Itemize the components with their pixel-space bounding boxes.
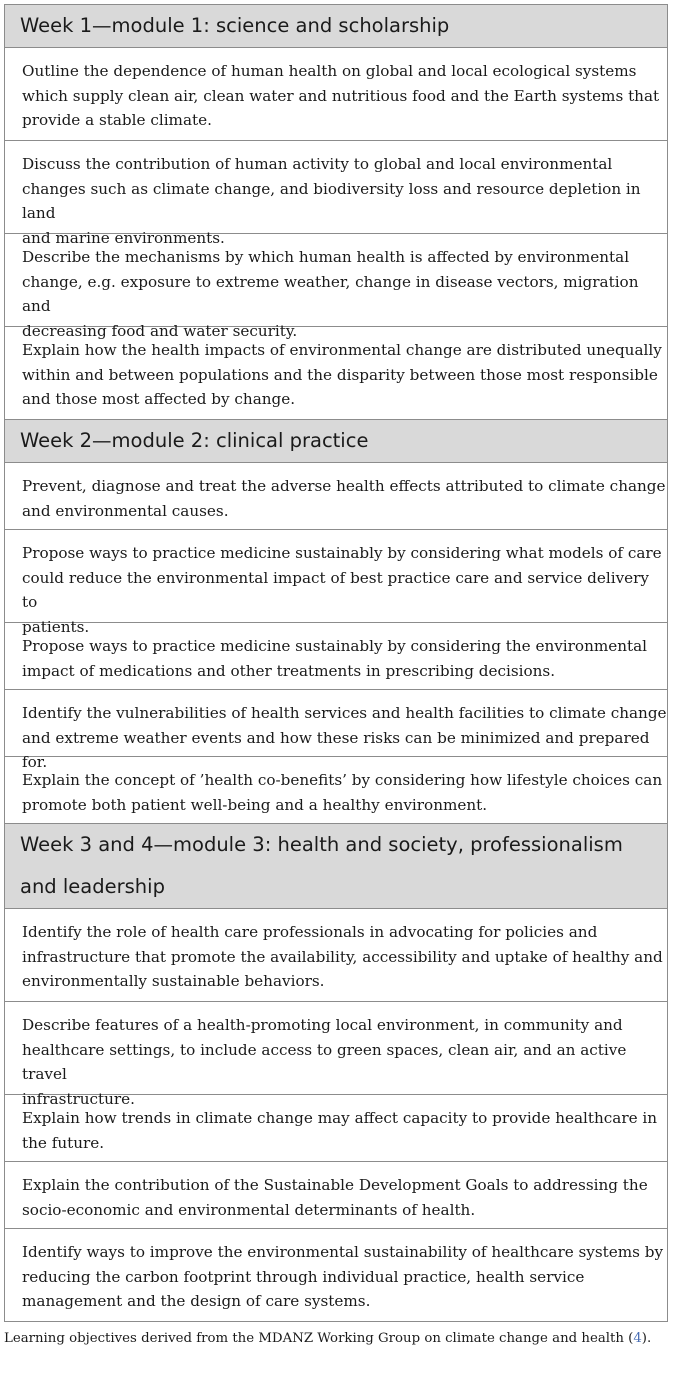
- objective-row: Discuss the contribution of human activity to global and local environmental changes such as climate change, and biodiversity loss and resource depletion in land and marine environments.: [5, 141, 667, 234]
- objective-row: Explain the contribution of the Sustainable Development Goals to addressing the socio-economic and environmental determinants of health.: [5, 1162, 667, 1229]
- objective-row: Explain the concept of ’health co-benefits’ by considering how lifestyle choices can promote both patient well-being and a healthy environment.: [5, 757, 667, 824]
- table-caption: [4, 1328, 668, 1350]
- section-title: Week 2—module 2: clinical practice: [20, 429, 369, 452]
- section-header-week-1: [5, 5, 667, 48]
- caption-text: Learning objectives derived from the MDANZ Working Group on climate change and health (: [4, 1331, 634, 1346]
- section-header-week-3-4: [5, 824, 667, 909]
- objective-row: Propose ways to practice medicine sustainably by considering the environmental impact of medications and other treatments in prescribing decisions.: [5, 623, 667, 690]
- learning-objectives-table: [4, 4, 668, 1322]
- reference-link[interactable]: 4: [633, 1331, 642, 1346]
- objective-row: Identify the role of health care professionals in advocating for policies and infrastructure that promote the availability, accessibility and uptake of healthy and environmentally sustainable behaviors.: [5, 909, 667, 1002]
- objective-row: Explain how the health impacts of environmental change are distributed unequally within and between populations and the disparity between those most responsible and those most affected by change.: [5, 327, 667, 420]
- objective-row: Explain how trends in climate change may affect capacity to provide healthcare in the future.: [5, 1095, 667, 1162]
- objective-row: Identify the vulnerabilities of health services and health facilities to climate change and extreme weather events and how these risks can be minimized and prepared for.: [5, 690, 667, 757]
- section-title: Week 3 and 4—module 3: health and society, professionalism and leadership: [20, 833, 623, 898]
- objective-row: Describe the mechanisms by which human health is affected by environmental change, e.g. exposure to extreme weather, change in disease vectors, migration and decreasing food and water security.: [5, 234, 667, 327]
- objective-row: Identify ways to improve the environmental sustainability of healthcare systems by reducing the carbon footprint through individual practice, health service management and the design of care systems.: [5, 1229, 667, 1322]
- section-title: Week 1—module 1: science and scholarship: [20, 14, 450, 37]
- caption-end: ).: [641, 1331, 652, 1346]
- objective-row: Propose ways to practice medicine sustainably by considering what models of care could reduce the environmental impact of best practice care and service delivery to patients.: [5, 530, 667, 623]
- objective-row: Outline the dependence of human health on global and local ecological systems which supply clean air, clean water and nutritious food and the Earth systems that provide a stable climate.: [5, 48, 667, 141]
- objective-row: Prevent, diagnose and treat the adverse health effects attributed to climate change and environmental causes.: [5, 463, 667, 530]
- section-header-week-2: [5, 420, 667, 463]
- objective-row: Describe features of a health-promoting local environment, in community and healthcare settings, to include access to green spaces, clean air, and an active travel infrastructure.: [5, 1002, 667, 1095]
